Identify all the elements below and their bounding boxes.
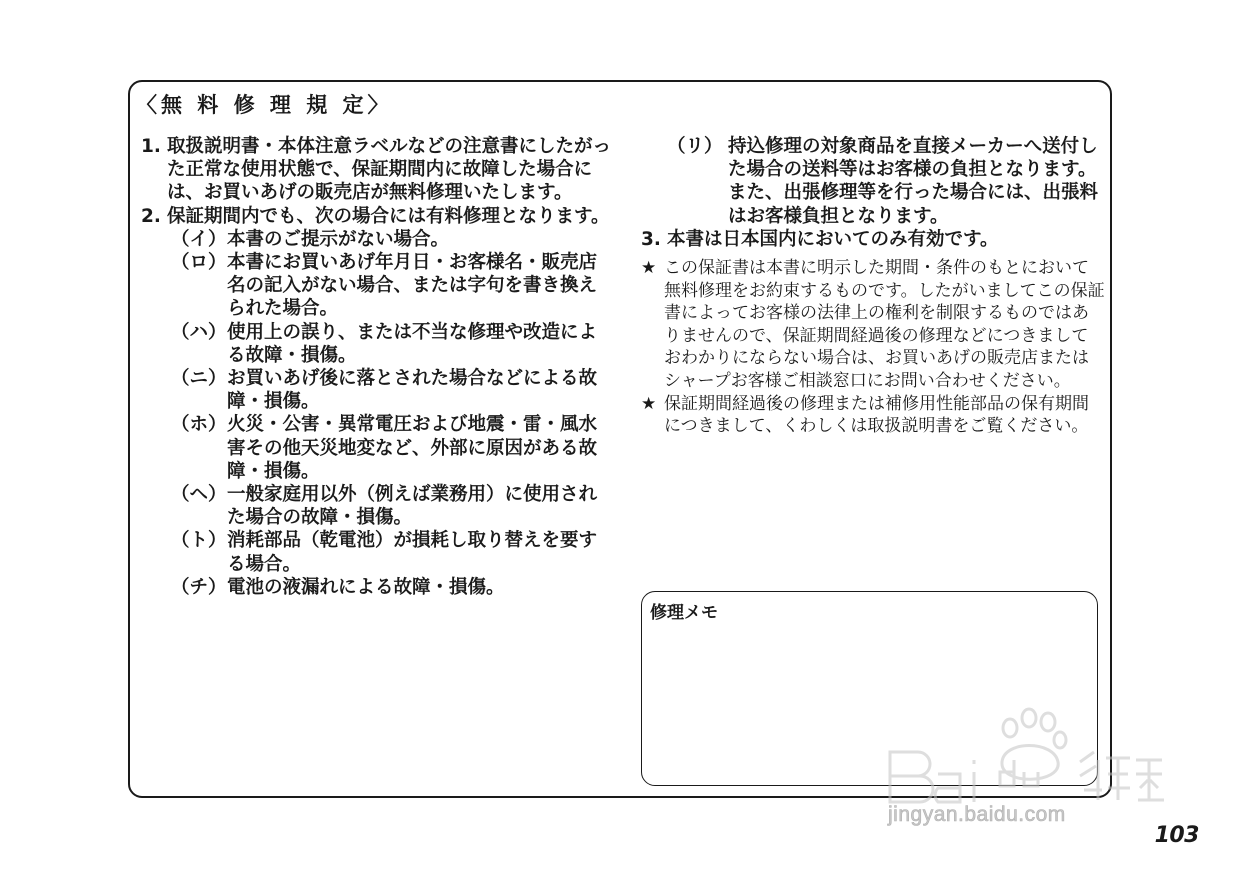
exception-text: お買いあげ後に落とされた場合などによる故障・損傷。 [227, 368, 598, 413]
rule-text: 保証期間内でも、次の場合には有料修理となります。 [167, 205, 610, 227]
exception-text: 持込修理の対象商品を直接メーカーへ送付した場合の送料等はお客様の負担となります。また、出張修理等を行った場合には、出張料はお客様負担となります。 [728, 136, 1099, 227]
rule-text: 本書は日本国内においてのみ有効です。 [667, 228, 999, 250]
exception-item-ni [141, 367, 611, 413]
note-item [641, 393, 1105, 438]
exception-item-ha [141, 321, 611, 367]
watermark-url: jingyan.baidu.com [888, 803, 1066, 826]
exception-text: 火災・公害・異常電圧および地震・雷・風水害その他天災地変など、外部に原因がある故障・損傷。 [227, 414, 598, 482]
exception-text: 本書にお買いあげ年月日・お客様名・販売店名の記入がない場合、または字句を書き換えられた場合。 [227, 252, 598, 320]
rule-number: 3. [641, 228, 661, 250]
rule-number: 2. [141, 205, 161, 227]
exception-item-he [141, 483, 611, 529]
star-icon: ★ [641, 393, 657, 414]
rule-item-1 [141, 135, 611, 205]
exception-marker: （イ） [171, 228, 227, 250]
rule-number: 1. [141, 136, 161, 157]
exception-item-to [141, 529, 611, 575]
rule-item-3 [641, 228, 1105, 251]
notes [641, 257, 1105, 438]
exception-text: 電池の液漏れによる故障・損傷。 [227, 576, 505, 598]
exception-marker: （リ） [667, 136, 723, 157]
exception-item-ri [641, 135, 1105, 228]
exception-marker: （ロ） [171, 252, 227, 274]
left-column [141, 135, 611, 599]
exception-item-ho [141, 413, 611, 483]
right-column [641, 135, 1105, 438]
exception-item-ro [141, 251, 611, 321]
exception-marker: （ホ） [171, 414, 227, 436]
exception-item-chi [141, 576, 611, 599]
page-number: 103 [1154, 823, 1199, 848]
exception-marker: （チ） [171, 576, 227, 598]
exception-marker: （ニ） [171, 368, 227, 390]
note-text: この保証書は本書に明示した期間・条件のもとにおいて無料修理をお約束するものです。したがいましてこの保証書によってお客様の法律上の権利を制限するものではありませんので、保証期間経過後の修理などにつきましておわかりにならない場合は、お買いあげの販売店またはシャープお客様ご相談窓口にお問い合わせください。 [664, 258, 1105, 391]
exception-marker: （ハ） [171, 321, 227, 343]
exception-text: 使用上の誤り、または不当な修理や改造による故障・損傷。 [227, 321, 598, 366]
note-text: 保証期間経過後の修理または補修用性能部品の保有期間につきまして、くわしくは取扱説明書をご覧ください。 [664, 393, 1089, 437]
rule-item-2 [141, 205, 611, 228]
exception-text: 一般家庭用以外（例えば業務用）に使用された場合の故障・損傷。 [227, 484, 598, 529]
exception-marker: （ト） [171, 530, 227, 552]
repair-memo-label: 修理メモ [650, 603, 718, 623]
star-icon: ★ [641, 258, 657, 279]
rule-text: 取扱説明書・本体注意ラベルなどの注意書にしたがった正常な使用状態で、保証期間内に故障した場合には、お買いあげの販売店が無料修理いたします。 [167, 136, 612, 204]
exception-marker: （ヘ） [171, 484, 227, 506]
note-item [641, 257, 1105, 393]
exception-item-i [141, 228, 611, 251]
exception-text: 消耗部品（乾電池）が損耗し取り替えを要する場合。 [227, 530, 598, 575]
page-title: 〈無 料 修 理 規 定〉 [136, 93, 393, 117]
exception-text: 本書のご提示がない場合。 [227, 228, 450, 250]
